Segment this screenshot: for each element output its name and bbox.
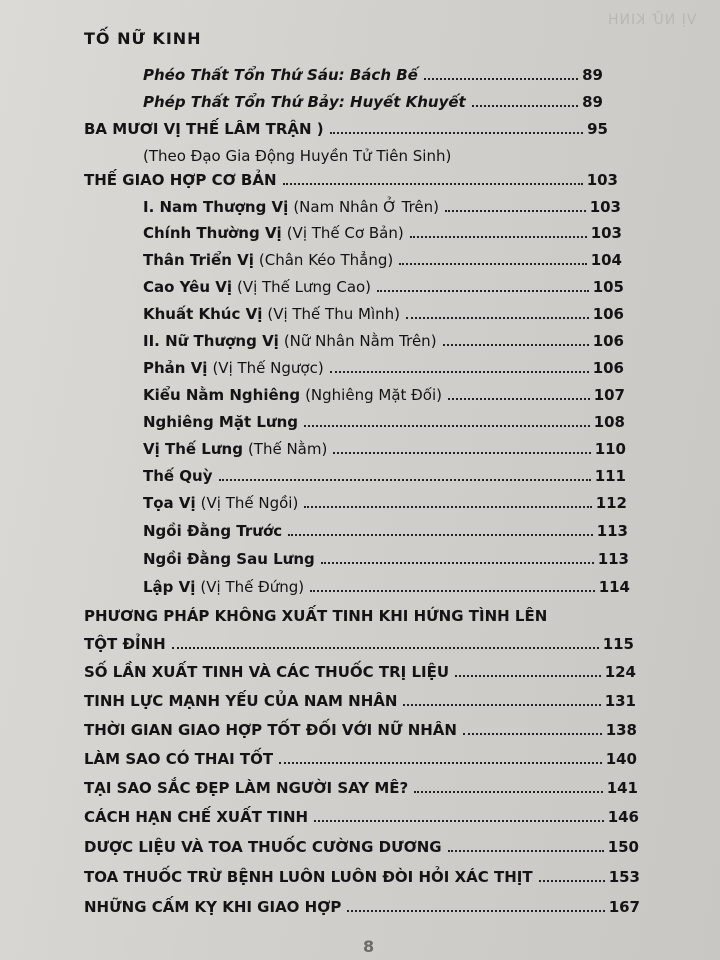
toc-entry xyxy=(84,807,639,827)
toc-entry-title: Phép Thất Tổn Thứ Bảy: Huyết Khuyết xyxy=(143,93,466,111)
toc-entry-subtitle: (Vị Thế Thu Mình) xyxy=(267,305,400,323)
toc-chapter-heading xyxy=(84,606,547,626)
toc-entry-title: BA MƯƠI VỊ THẾ LÂM TRẬN ) xyxy=(84,120,324,138)
toc-entry-subtitle: (Nam Nhân Ở Trên) xyxy=(293,198,439,216)
toc-entry xyxy=(143,439,626,459)
toc-entry-title: Nghiêng Mặt Lưng xyxy=(143,413,299,431)
toc-entry xyxy=(84,897,640,917)
dot-leader xyxy=(455,675,601,677)
toc-entry xyxy=(143,549,629,569)
toc-entry-title: DƯỢC LIỆU VÀ TOA THUỐC CƯỜNG DƯƠNG xyxy=(84,838,442,856)
dot-leader xyxy=(310,590,595,592)
toc-entry-page: 140 xyxy=(605,750,637,768)
toc-entry-title: Phản Vị xyxy=(143,359,208,377)
dot-leader xyxy=(448,850,604,852)
toc-entry-title: Khuất Khúc Vị xyxy=(143,305,263,323)
toc-entry-title: Thân Triển Vị xyxy=(143,251,254,269)
toc-entry-title: Phéo Thất Tổn Thứ Sáu: Bách Bế xyxy=(143,66,418,84)
toc-entry-title: Thế Quỳ xyxy=(143,467,213,485)
dot-leader xyxy=(172,647,599,649)
toc-entry-page: 103 xyxy=(590,224,622,242)
toc-entry-page: 95 xyxy=(587,120,608,138)
toc-entry-page: 167 xyxy=(608,898,640,916)
toc-entry-title: LÀM SAO CÓ THAI TỐT xyxy=(84,750,274,768)
toc-entry-subtitle: (Vị Thế Đứng) xyxy=(200,578,305,596)
toc-entry-page: 111 xyxy=(594,467,626,485)
toc-entry-title: PHƯƠNG PHÁP KHÔNG XUẤT TINH KHI HỨNG TÌNH LÊN xyxy=(84,607,548,625)
dot-leader xyxy=(283,183,583,185)
toc-entry-page: 138 xyxy=(605,721,637,739)
toc-entry-subtitle: (Vị Thế Cơ Bản) xyxy=(286,224,404,242)
toc-entry xyxy=(84,691,636,711)
dot-leader xyxy=(347,910,604,912)
toc-entry-page: 106 xyxy=(592,359,624,377)
toc-entry-page: 114 xyxy=(598,578,630,596)
toc-entry xyxy=(143,385,625,405)
toc-entry xyxy=(84,778,638,798)
dot-leader xyxy=(448,398,590,400)
toc-subtitle xyxy=(143,146,451,166)
toc-entry xyxy=(143,223,622,243)
page-number: 8 xyxy=(363,937,375,956)
dot-leader xyxy=(377,290,589,292)
toc-entry-subtitle: (Vị Thế Ngược) xyxy=(212,359,324,377)
toc-entry-page: 124 xyxy=(604,663,636,681)
toc-entry xyxy=(143,493,627,513)
toc-entry-title: (Theo Đạo Gia Động Huyền Tử Tiên Sinh) xyxy=(143,147,452,165)
toc-entry-title: CÁCH HẠN CHẾ XUẤT TINH xyxy=(84,808,309,826)
toc-entry-title: Chính Thường Vị xyxy=(143,224,282,242)
dot-leader xyxy=(330,371,589,373)
toc-entry xyxy=(143,521,628,541)
toc-entry xyxy=(84,837,639,857)
toc-entry xyxy=(84,634,634,654)
toc-entry-subtitle: (Vị Thế Ngồi) xyxy=(200,494,299,512)
toc-entry-page: 103 xyxy=(586,171,618,189)
bleed-through-text: VỊ NỮ KINH xyxy=(606,12,696,28)
toc-entry-page: 89 xyxy=(582,66,603,84)
toc-entry-page: 146 xyxy=(607,808,639,826)
toc-entry-page: 105 xyxy=(592,278,624,296)
dot-leader xyxy=(279,762,602,764)
toc-entry-page: 110 xyxy=(594,440,626,458)
toc-entry xyxy=(143,358,624,378)
dot-leader xyxy=(330,132,583,134)
toc-entry-title: THỜI GIAN GIAO HỢP TỐT ĐỐI VỚI NỮ NHÂN xyxy=(84,721,457,739)
toc-entry-page: 108 xyxy=(593,413,625,431)
dot-leader xyxy=(414,791,602,793)
toc-entry xyxy=(143,331,624,351)
toc-entry-page: 112 xyxy=(595,494,627,512)
toc-entry xyxy=(143,277,624,297)
toc-entry xyxy=(84,749,637,769)
toc-entry-title: SỐ LẦN XUẤT TINH VÀ CÁC THUỐC TRỊ LIỆU xyxy=(84,663,450,681)
toc-entry-page: 106 xyxy=(592,305,624,323)
dot-leader xyxy=(219,479,591,481)
dot-leader xyxy=(333,452,590,454)
toc-entry xyxy=(84,170,618,190)
dot-leader xyxy=(539,880,605,882)
toc-entry xyxy=(143,65,603,85)
toc-entry-page: 113 xyxy=(596,522,628,540)
toc-entry-page: 153 xyxy=(608,868,640,886)
dot-leader xyxy=(410,236,587,238)
toc-entry-subtitle: (Thế Nằm) xyxy=(247,440,328,458)
toc-entry-page: 106 xyxy=(592,332,624,350)
dot-leader xyxy=(304,506,591,508)
toc-entry xyxy=(143,250,622,270)
toc-entry-page: 115 xyxy=(602,635,634,653)
dot-leader xyxy=(463,733,602,735)
toc-entry-subtitle: (Chân Kéo Thẳng) xyxy=(258,251,394,269)
toc-entry-title: TỘT ĐỈNH xyxy=(84,635,166,653)
toc-entry-title: TẠI SAO SẮC ĐẸP LÀM NGƯỜI SAY MÊ? xyxy=(84,779,409,797)
dot-leader xyxy=(321,562,594,564)
dot-leader xyxy=(406,317,589,319)
toc-entry-title: Ngồi Đằng Sau Lưng xyxy=(143,550,315,568)
toc-entry-subtitle: (Nữ Nhân Nằm Trên) xyxy=(283,332,437,350)
toc-entry xyxy=(143,412,625,432)
toc-entry xyxy=(84,662,636,682)
dot-leader xyxy=(399,263,586,265)
toc-entry xyxy=(143,92,603,112)
toc-entry-title: Ngồi Đằng Trước xyxy=(143,522,283,540)
toc-entry-title: I. Nam Thượng Vị xyxy=(143,198,289,216)
toc-entry xyxy=(143,466,626,486)
toc-entry-page: 103 xyxy=(589,198,621,216)
toc-entry-title: TOA THUỐC TRỪ BỆNH LUÔN LUÔN ĐÒI HỎI XÁC THỊT xyxy=(84,868,533,886)
toc-entry-page: 104 xyxy=(590,251,622,269)
dot-leader xyxy=(304,425,590,427)
toc-entry-page: 150 xyxy=(607,838,639,856)
toc-entry-title: Cao Yêu Vị xyxy=(143,278,232,296)
toc-entry-title: Kiểu Nằm Nghiêng xyxy=(143,386,301,404)
toc-entry-subtitle: (Vị Thế Lưng Cao) xyxy=(236,278,372,296)
toc-entry-subtitle: (Nghiêng Mặt Đối) xyxy=(305,386,442,404)
toc-entry-title: Vị Thế Lưng xyxy=(143,440,243,458)
toc-entry-title: II. Nữ Thượng Vị xyxy=(143,332,279,350)
toc-entry-page: 141 xyxy=(606,779,638,797)
dot-leader xyxy=(288,534,593,536)
toc-entry-page: 131 xyxy=(604,692,636,710)
toc-entry-title: TINH LỰC MẠNH YẾU CỦA NAM NHÂN xyxy=(84,692,398,710)
dot-leader xyxy=(445,210,586,212)
toc-entry xyxy=(84,119,608,139)
toc-entry-page: 113 xyxy=(597,550,629,568)
toc-entry xyxy=(84,720,637,740)
toc-entry-title: NHỮNG CẤM KỴ KHI GIAO HỢP xyxy=(84,898,342,916)
toc-entry xyxy=(143,577,630,597)
toc-entry-page: 89 xyxy=(582,93,603,111)
toc-entry-title: Lập Vị xyxy=(143,578,196,596)
dot-leader xyxy=(472,105,578,107)
toc-entry-title: Tọa Vị xyxy=(143,494,196,512)
dot-leader xyxy=(424,78,578,80)
toc-entry-title: THẾ GIAO HỢP CƠ BẢN xyxy=(84,171,277,189)
running-header: TỐ NỮ KINH xyxy=(84,29,202,48)
dot-leader xyxy=(403,704,600,706)
toc-entry xyxy=(143,197,621,217)
toc-entry xyxy=(143,304,624,324)
toc-entry-page: 107 xyxy=(593,386,625,404)
dot-leader xyxy=(443,344,589,346)
dot-leader xyxy=(314,820,604,822)
toc-entry xyxy=(84,867,640,887)
